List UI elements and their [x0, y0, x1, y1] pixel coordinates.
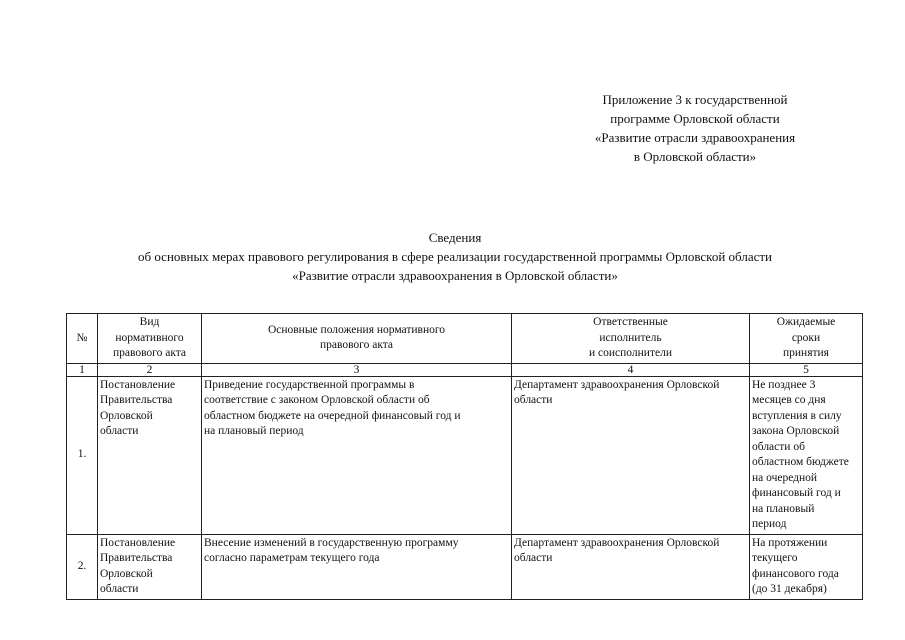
column-number: 3 — [202, 363, 512, 376]
document-heading — [60, 228, 850, 285]
column-number: 2 — [98, 363, 202, 376]
executors-cell: Департамент здравоохранения Орловской области — [512, 534, 750, 599]
act-type-cell: Постановление Правительства Орловской области — [98, 376, 202, 534]
header-dates: Ожидаемые сроки принятия — [750, 314, 863, 364]
header-executors: Ответственные исполнитель и соисполнители — [512, 314, 750, 364]
column-number-row — [67, 363, 863, 376]
column-number: 5 — [750, 363, 863, 376]
dates-cell: На протяжении текущего финансового года (до 31 декабря) — [750, 534, 863, 599]
table-row — [67, 376, 863, 534]
table-header-row — [67, 314, 863, 364]
document-title: Сведения — [428, 230, 482, 245]
document-subtitle: об основных мерах правового регулирования в сфере реализации государственной программы Орловской области — [137, 249, 773, 264]
dates-cell: Не позднее 3 месяцев со дня вступления в силу закона Орловской области об областном бюджете на очередной финансовый год и на плановый период — [750, 376, 863, 534]
row-number: 1. — [67, 376, 98, 534]
appendix-line: в Орловской области» — [633, 149, 757, 164]
appendix-line: программе Орловской области — [610, 111, 780, 126]
appendix-note — [560, 90, 830, 166]
provisions-cell: Приведение государственной программы в соответствие с законом Орловской области об областном бюджете на очередной финансовый год и на плановый период — [202, 376, 512, 534]
appendix-line: «Развитие отрасли здравоохранения — [594, 130, 796, 145]
executors-cell: Департамент здравоохранения Орловской области — [512, 376, 750, 534]
row-number: 2. — [67, 534, 98, 599]
appendix-line: Приложение 3 к государственной — [602, 92, 788, 107]
table-row — [67, 534, 863, 599]
column-number: 1 — [67, 363, 98, 376]
column-number: 4 — [512, 363, 750, 376]
regulation-table — [66, 313, 863, 600]
program-name: «Развитие отрасли здравоохранения в Орловской области» — [292, 268, 618, 283]
header-number: № — [67, 314, 98, 364]
header-act-type: Вид нормативного правового акта — [98, 314, 202, 364]
act-type-cell: Постановление Правительства Орловской области — [98, 534, 202, 599]
provisions-cell: Внесение изменений в государственную программу согласно параметрам текущего года — [202, 534, 512, 599]
header-provisions: Основные положения нормативного правового акта — [202, 314, 512, 364]
